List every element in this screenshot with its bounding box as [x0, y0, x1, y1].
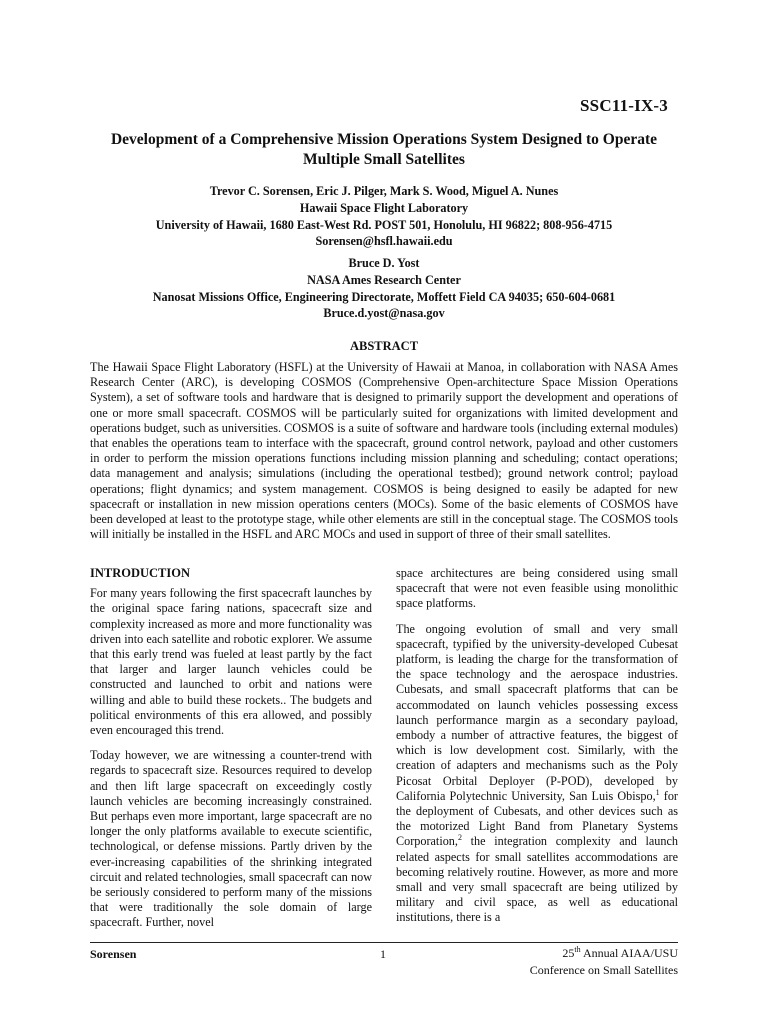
- intro-paragraph-4-part-b: for the deployment of Cubesats, and other devices such as the motorized Light Band from Planetary Systems Corporation,: [396, 788, 678, 849]
- conference-line-1: [530, 945, 678, 962]
- left-column: [90, 566, 372, 941]
- abstract-heading: ABSTRACT: [349, 339, 419, 353]
- right-column: [396, 566, 678, 936]
- title-line-2: Multiple Small Satellites: [303, 151, 465, 168]
- author-email: Bruce.d.yost@nasa.gov: [323, 306, 445, 321]
- section-heading-introduction: INTRODUCTION: [90, 566, 191, 580]
- reference-2[interactable]: 2: [457, 833, 462, 843]
- author-names: Bruce D. Yost: [348, 256, 420, 270]
- reference-1[interactable]: 1: [655, 787, 660, 797]
- author-address: Nanosat Missions Office, Engineering Directorate, Moffett Field CA 94035; 650-604-0681: [152, 289, 616, 304]
- intro-paragraph-3: space architectures are being considered using small spacecraft that were not even feasible using monolithic space platforms.: [396, 566, 678, 611]
- footer-divider: [90, 942, 678, 943]
- intro-paragraph-1: For many years following the first spacecraft launches by the original space faring nations, spacecraft size and complexity increased as more and more functionality was driven into each satellite and robotic explorer. We assume that this early trend was fueled at least partly by the fact that larger and larger launch vehicles could be constructed and launched to orbit and nations were willing and able to build these rockets.. The budgets and political environments of this era allowed, and possibly even encouraged this trend.: [90, 586, 372, 738]
- author-block-2: [90, 255, 678, 322]
- abstract-text: The Hawaii Space Flight Laboratory (HSFL) at the University of Hawaii at Manoa, in collaboration with NASA Ames Research Center (ARC), is developing COSMOS (Comprehensive Open-architecture Space Mission Operations System), a set of software tools and hardware that is designed to primarily support the development and operations of one or more small spacecraft. COSMOS will be particularly suited for organizations with limited development and operations budget, such as universities. COSMOS is a suite of software and hardware tools (including external modules) that enables the operations team to interface with the spacecraft, ground control network, payload and other customers in order to perform the mission operations functions including mission planning and scheduling; contact operations; data management and analysis; simulations (including the operational testbed); ground network control; payload operations; flight dynamics; and system management. COSMOS is being designed to easily be adapted for new spacecraft or installation in new mission operations centers (MOCs). Some of the basic elements of COSMOS have been developed at least to the prototype stage, while other elements are still in the conceptual stage. The COSMOS tools will initially be installed in the HSFL and ARC MOCs and used in support of three of their small satellites.: [90, 360, 678, 542]
- paper-title: [90, 130, 678, 170]
- author-block-1: [90, 183, 678, 250]
- paper-id: SSC11-IX-3: [580, 96, 668, 115]
- author-org: NASA Ames Research Center: [307, 272, 461, 287]
- conference-number: 25: [562, 946, 575, 960]
- conference-line-2: Conference on Small Satellites: [529, 963, 678, 977]
- conference-name-part: Annual AIAA/USU: [580, 946, 678, 960]
- footer-author: Sorensen: [90, 947, 137, 961]
- author-names: Trevor C. Sorensen, Eric J. Pilger, Mark S. Wood, Miguel A. Nunes: [209, 184, 559, 198]
- footer-conference: [530, 945, 678, 979]
- author-org: Hawaii Space Flight Laboratory: [299, 200, 469, 215]
- author-email: Sorensen@hsfl.hawaii.edu: [315, 234, 453, 249]
- conference-ordinal-suffix: th: [574, 945, 581, 954]
- page-number: 1: [380, 947, 386, 961]
- intro-paragraph-4-part-c: the integration complexity and launch related aspects for small satellites accommodations are becoming relatively routine. However, as more and more small and very small spacecraft are being utilized by military and civil space, as well as educational institutions, there is a: [396, 834, 678, 925]
- intro-paragraph-2: Today however, we are witnessing a counter-trend with regards to spacecraft size. Resources required to develop and then lift large spacecraft on exceedingly costly launch vehicles are becoming increasingly constrained. But perhaps even more important, large spacecraft are no longer the only platforms available to execute scientific, technological, or defense missions. Partly driven by the ever-increasing capabilities of the shrinking integrated circuit and related technologies, small spacecraft can now be seriously considered to perform many of the missions that were traditionally the sole domain of large spacecraft. Further, novel: [90, 748, 372, 930]
- intro-paragraph-4: [396, 622, 678, 926]
- title-line-1: Development of a Comprehensive Mission Operations System Designed to Operate: [110, 131, 658, 148]
- author-address: University of Hawaii, 1680 East-West Rd. POST 501, Honolulu, HI 96822; 808-956-4715: [155, 217, 613, 232]
- intro-paragraph-4-part-a: The ongoing evolution of small and very small spacecraft, typified by the university-developed Cubesat platform, is leading the charge for the transformation of the space technology and the aerospace industries. Cubesats, and small spacecraft platforms that can be accommodated on launch vehicles possessing excess launch performance margin as a secondary payload, embody a number of attractive features, the biggest of which is low development cost. Similarly, with the creation of adapters and mechanisms such as the Poly Picosat Orbital Deployer (P-POD), developed by California Polytechnic University, San Luis Obispo,: [396, 621, 678, 803]
